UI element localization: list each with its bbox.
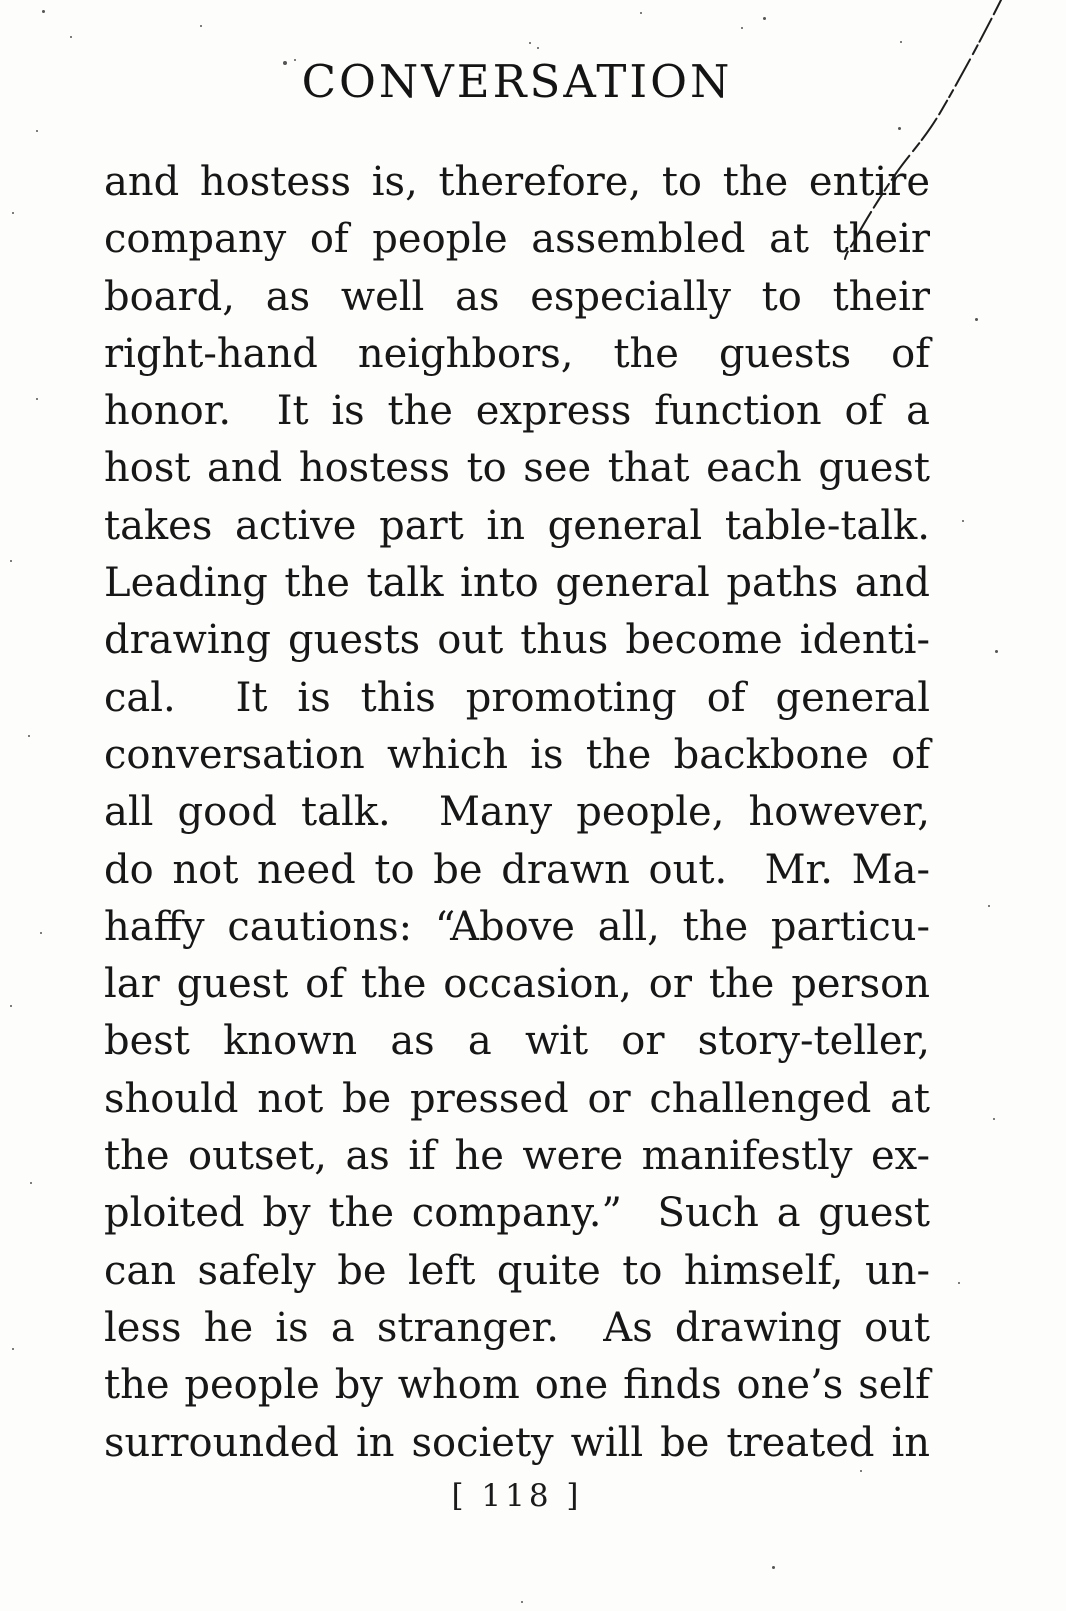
text-line: Leading the talk into general paths and [104, 560, 930, 607]
page-number: [ 118 ] [451, 1478, 583, 1514]
ink-speck [42, 10, 45, 13]
ink-speck [640, 12, 642, 14]
ink-speck [36, 398, 38, 400]
text-line: company of people assembled at their [104, 216, 930, 263]
text-line: can safely be left quite to himself, un- [104, 1247, 930, 1294]
ink-speck [10, 1005, 12, 1007]
ink-speck [900, 41, 902, 43]
ink-speck [962, 520, 964, 522]
text-line: right-hand neighbors, the guests of [104, 330, 930, 377]
text-line: honor. It is the express function of a [104, 388, 930, 435]
text-line: do not need to be drawn out. Mr. Ma- [104, 846, 930, 893]
ink-speck [40, 932, 42, 934]
ink-speck [958, 1282, 960, 1284]
ink-speck [993, 1118, 995, 1120]
ink-speck [741, 27, 743, 29]
ink-speck [763, 17, 766, 20]
text-line: board, as well as especially to their [104, 273, 930, 320]
ink-speck [975, 318, 978, 321]
ink-speck [772, 1566, 775, 1569]
ink-speck [28, 735, 30, 737]
ink-speck [30, 1182, 32, 1184]
text-line: the outset, as if he were manifestly ex- [104, 1133, 930, 1180]
ink-speck [898, 127, 901, 130]
text-line: conversation which is the backbone of [104, 731, 930, 778]
text-line: best known as a wit or story-teller, [104, 1018, 930, 1065]
text-line: and hostess is, therefore, to the entire [104, 159, 930, 205]
text-line: should not be pressed or challenged at [104, 1075, 930, 1122]
ink-speck [200, 25, 202, 27]
ink-speck [988, 905, 990, 907]
text-line: drawing guests out thus become identi- [104, 617, 930, 664]
ink-speck [10, 560, 12, 562]
text-line: lar guest of the occasion, or the person [104, 961, 930, 1008]
text-line: cal. It is this promoting of general [104, 674, 930, 721]
text-line: less he is a stranger. As drawing out [104, 1304, 930, 1351]
text-line: all good talk. Many people, however, [104, 789, 930, 836]
text-line: haffy cautions: “Above all, the particu- [104, 903, 930, 950]
ink-speck [995, 650, 998, 653]
text-line: ploited by the company.” Such a guest [104, 1190, 930, 1237]
text-line: surrounded in society will be treated in [104, 1419, 930, 1466]
ink-speck [521, 1601, 523, 1603]
ink-speck [12, 212, 14, 214]
page-header: CONVERSATION [301, 55, 733, 108]
text-line: the people by whom one finds one’s self [104, 1362, 930, 1409]
ink-speck [12, 1348, 14, 1350]
ink-speck [537, 47, 539, 49]
ink-speck [70, 36, 72, 38]
ink-speck [36, 130, 38, 132]
ink-speck [529, 42, 531, 44]
text-line: host and hostess to see that each guest [104, 445, 930, 492]
text-line: takes active part in general table-talk. [104, 502, 930, 549]
body-text-block [104, 154, 930, 1472]
